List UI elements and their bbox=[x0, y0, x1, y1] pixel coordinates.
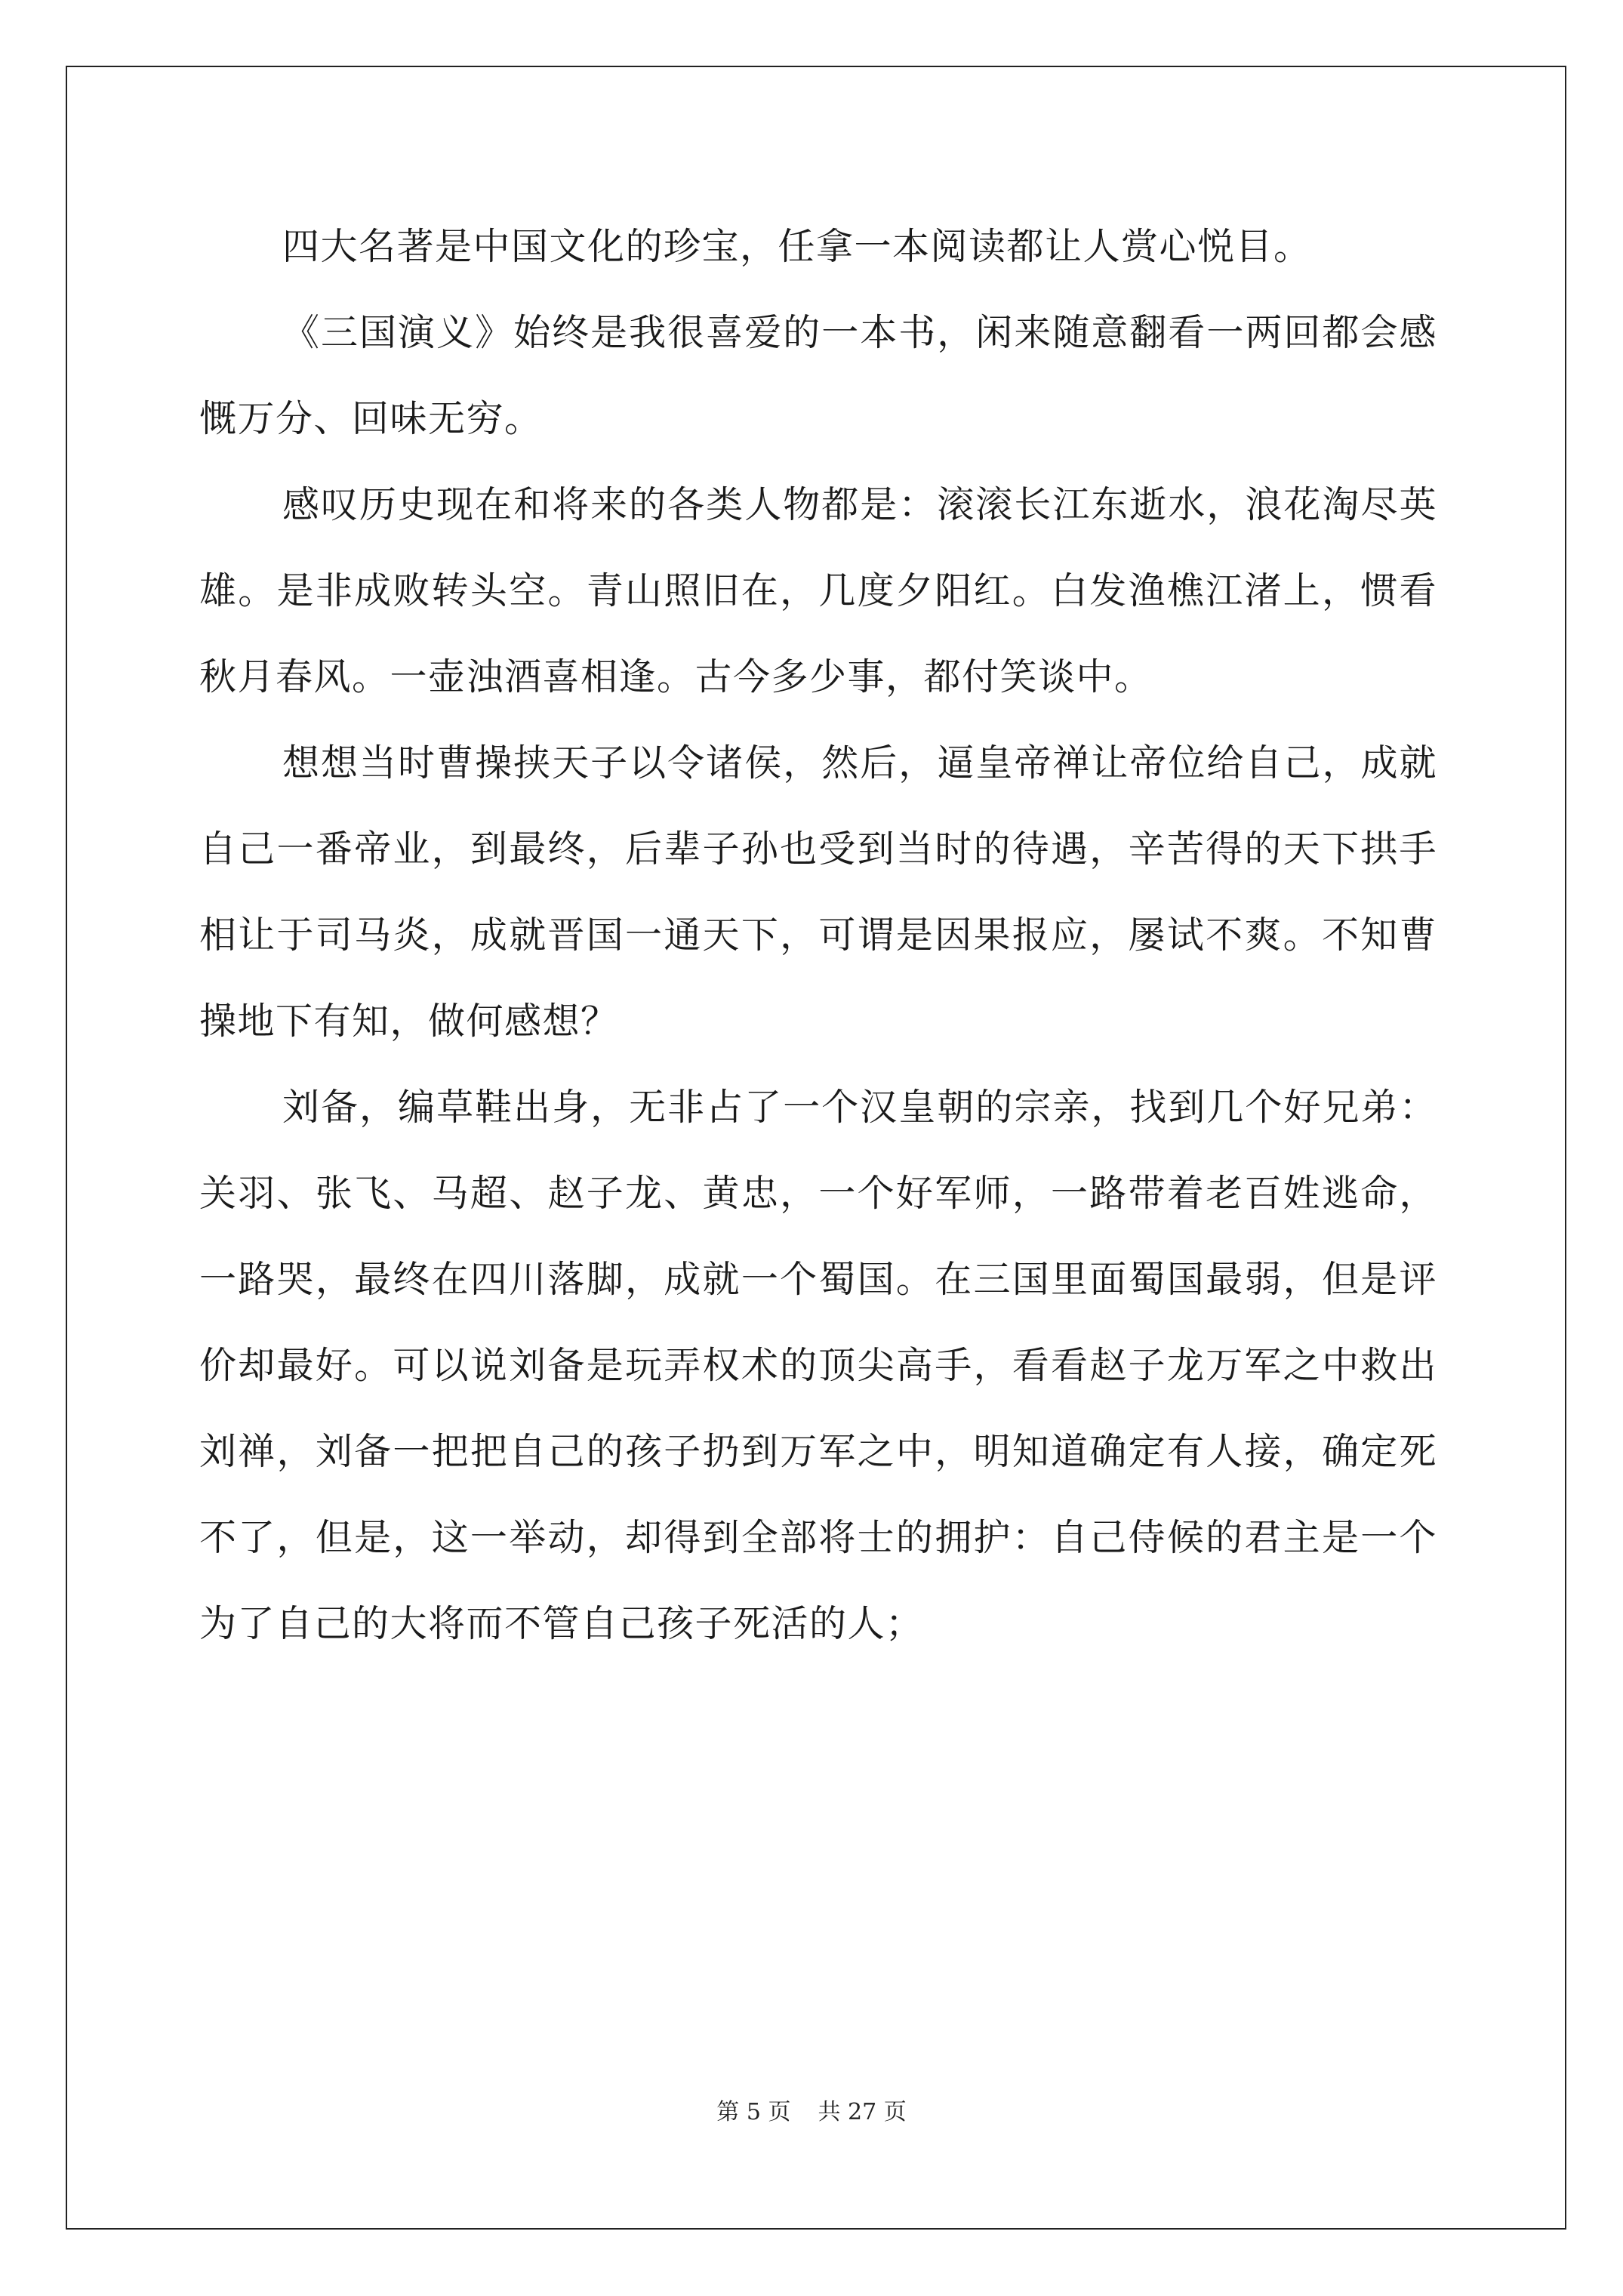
paragraph: 感叹历史现在和将来的各类人物都是：滚滚长江东逝水，浪花淘尽英雄。是非成败转头空。青山照旧在，几度夕阳红。白发渔樵江渚上，惯看秋月春风。一壶浊酒喜相逢。古今多少事，都付笑谈中。 bbox=[199, 483, 1437, 698]
page-total: 共 27 页 bbox=[818, 2099, 907, 2125]
document-body bbox=[199, 204, 1437, 1667]
page-footer bbox=[0, 2097, 1623, 2128]
page-number: 第 5 页 bbox=[716, 2099, 791, 2125]
paragraph: 刘备，编草鞋出身，无非占了一个汉皇朝的宗亲，找到几个好兄弟：关羽、张飞、马超、赵子龙、黄忠，一个好军师，一路带着老百姓逃命，一路哭，最终在四川落脚，成就一个蜀国。在三国里面蜀国最弱，但是评价却最好。可以说刘备是玩弄权术的顶尖高手，看看赵子龙万军之中救出刘禅，刘备一把把自己的孩子扔到万军之中，明知道确定有人接，确定死不了，但是，这一举动，却得到全部将士的拥护：自己侍候的君主是一个为了自己的大将而不管自己孩子死活的人； bbox=[199, 1086, 1437, 1645]
paragraph: 四大名著是中国文化的珍宝，任拿一本阅读都让人赏心悦目。 bbox=[282, 225, 1312, 268]
paragraph: 想想当时曹操挟天子以令诸侯，然后，逼皇帝禅让帝位给自己，成就自己一番帝业，到最终，后辈子孙也受到当时的待遇，辛苦得的天下拱手相让于司马炎，成就晋国一通天下，可谓是因果报应，屡试不爽。不知曹操地下有知，做何感想？ bbox=[199, 741, 1437, 1043]
paragraph: 《三国演义》始终是我很喜爱的一本书，闲来随意翻看一两回都会感慨万分、回味无穷。 bbox=[199, 311, 1437, 440]
